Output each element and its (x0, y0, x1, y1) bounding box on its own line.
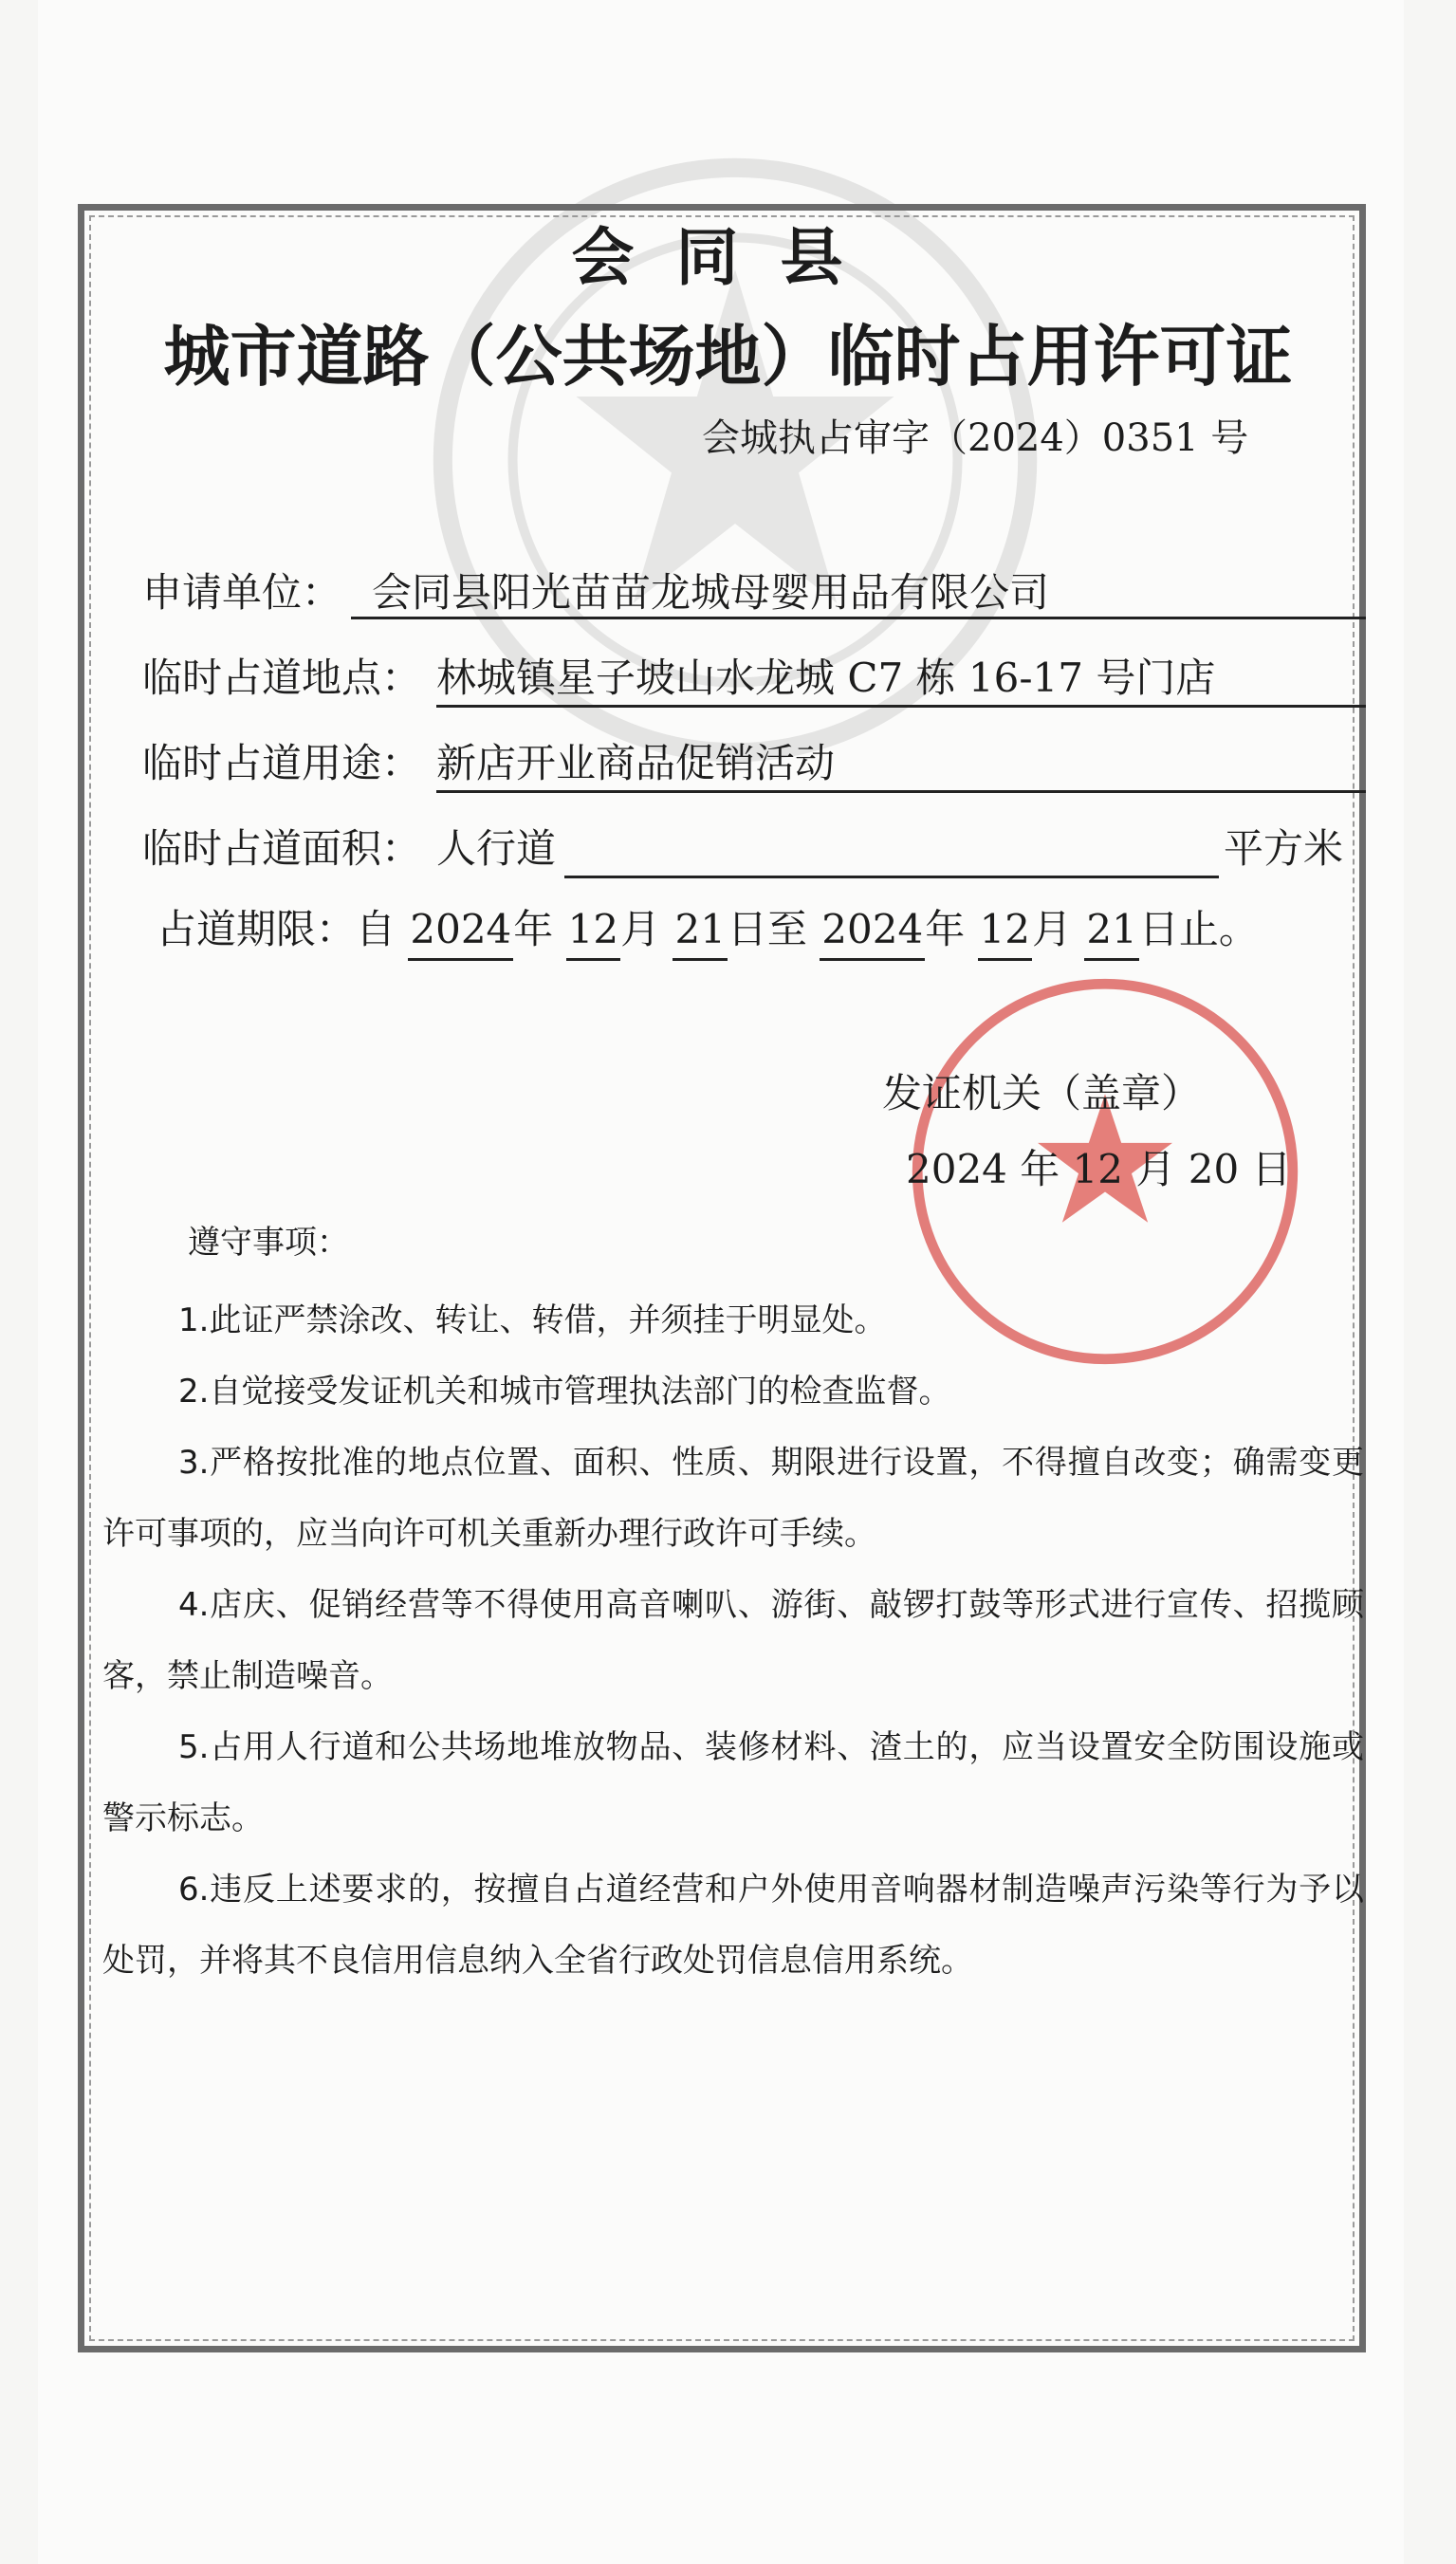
period-row (157, 901, 1259, 958)
end-month: 12 (978, 901, 1032, 961)
document-title: 城市道路（公共场地）临时占用许可证 (163, 317, 1293, 396)
end-year-char: 年 (925, 906, 966, 952)
start-year-char: 年 (513, 906, 554, 952)
area-value: 人行道 (436, 825, 557, 872)
start-month: 12 (566, 901, 620, 961)
rule-item: 3.严格按批准的地点位置、面积、性质、期限进行设置，不得擅自改变；确需变更许可事项的，应当向许可机关重新办理行政许可手续。 (102, 1444, 1364, 1553)
period-end: 日止。 (1138, 906, 1259, 952)
purpose-value: 新店开业商品促销活动 (436, 735, 1366, 793)
location-label: 临时占道地点： (142, 655, 422, 701)
rule-item: 1.此证严禁涂改、转让、转借，并须挂于明显处。 (178, 1301, 887, 1339)
document-number: 会城执占审字（2024）0351 号 (702, 416, 1249, 460)
rule-item: 4.店庆、促销经营等不得使用高音喇叭、游街、敲锣打鼓等形式进行宣传、招揽顾客，禁止制造噪音。 (102, 1586, 1364, 1695)
rules-heading: 遵守事项： (188, 1224, 349, 1262)
area-row (142, 821, 1344, 877)
rule-item: 2.自觉接受发证机关和城市管理执法部门的检查监督。 (178, 1373, 951, 1411)
area-unit: 平方米 (1224, 825, 1344, 872)
applicant-label: 申请单位： (142, 569, 342, 616)
end-year: 2024 (820, 901, 925, 961)
start-month-char: 月 (620, 906, 661, 952)
purpose-row (142, 735, 836, 792)
end-month-char: 月 (1032, 906, 1073, 952)
purpose-label: 临时占道用途： (142, 740, 422, 786)
period-to: 日至 (727, 906, 807, 952)
issue-date: 2024 年 12 月 20 日 (906, 1146, 1292, 1192)
applicant-row (142, 564, 1050, 621)
area-blank (564, 821, 1219, 878)
rule-item: 5.占用人行道和公共场地堆放物品、装修材料、渣土的，应当设置安全防围设施或警示标志。 (102, 1728, 1364, 1837)
issuer-label: 发证机关（盖章） (882, 1070, 1202, 1116)
end-day: 21 (1084, 901, 1138, 961)
start-day: 21 (673, 901, 727, 961)
applicant-value: 会同县阳光苗苗龙城母婴用品有限公司 (351, 564, 1366, 619)
rule-item: 6.违反上述要求的，按擅自占道经营和户外使用音响器材制造噪声污染等行为予以处罚，并将其不良信用信息纳入全省行政处罚信息信用系统。 (102, 1871, 1364, 1980)
start-year: 2024 (408, 901, 513, 961)
location-row (142, 650, 1216, 707)
period-label: 占道期限：自 (157, 906, 396, 952)
county-title: 会同县 (571, 220, 885, 294)
location-value: 林城镇星子坡山水龙城 C7 栋 16-17 号门店 (436, 650, 1366, 708)
area-label: 临时占道面积： (142, 825, 422, 872)
